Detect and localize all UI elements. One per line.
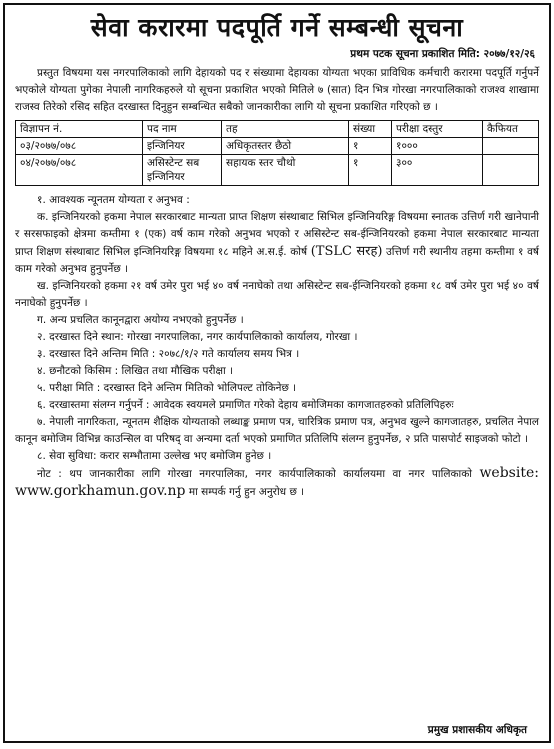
table-header-row [16,121,539,138]
col-header-post-name: पद नाम [143,121,222,138]
col-header-level: तह [222,121,349,138]
section-1-kha: ख. इन्जिनियरको हकमा २१ वर्ष उमेर पुरा भई ४० वर्ष ननाघेको तथा असिस्टेन्ट सब-ईन्जिनियरको हकमा १८ वर्ष उमेर पुरा भई ४० वर्ष ननाघेको हुनुपर्नेछ । [15,280,539,309]
published-date: प्रथम पटक सूचना प्रकाशित मिति: २०७७/१२/२६ [350,48,535,60]
section-7: ७. नेपाली नागरिकता, न्यूनतम शैक्षिक योग्यताको लब्धाङ्क प्रमाण पत्र, चारित्रिक प्रमाण पत्र, अनुभव खुल्ने कागजातहरु, प्रचलित नेपाल कानून बमोजिम विभिन्न काउन्सिल वा परिषद् वा अन्यमा दर्ता भएको प्रमाणित प्रतिलिपि संलग्न हुनुपर्नेछ, २ प्रति पासपोर्ट साइजको फोटो । [15,416,539,445]
section-4: ४. छनौटको किसिम : लिखित तथा मौखिक परीक्षा । [37,365,234,377]
section-1-heading: १. आवश्यक न्यूनतम योग्यता र अनुभव : [37,194,190,206]
section-8: ८. सेवा सुविधा: करार सम्भौतामा उल्लेख भए बमोजिम हुनेछ । [37,450,272,462]
tslc-label: (TSLC सरह) [310,244,383,259]
cell-ad-number: ०४/२०७७/०७८ [16,155,143,186]
section-1-ka [15,209,539,278]
cell-count: १ [349,138,392,155]
notice-page [3,3,551,743]
table-row [16,138,539,155]
col-header-count: संख्या [349,121,392,138]
section-2: २. दरखास्त दिने स्थान: गोरखा नगरपालिका, नगर कार्यपालिकाको कार्यालय, गोरखा । [37,331,358,343]
cell-level: सहायक स्तर चौथो [222,155,349,186]
cell-remarks [483,138,539,155]
cell-count: १ [349,155,392,186]
note-part1: नोट : थप जानकारीका लागि गोरखा नगरपालिका, नगर कार्यपालिकाको कार्यालयमा वा नगर पालिकाको [37,468,473,480]
note-paragraph [15,465,539,501]
cell-post-name: इन्जिनियर [143,138,222,155]
table-row [16,155,539,186]
cell-level: अधिकृतस्तर छैठो [222,138,349,155]
cell-exam-fee: ३०० [392,155,483,186]
section-3: ३. दरखास्त दिने अन्तिम मिति : २०७८/१/२ गते कार्यालय समय भित्र । [37,348,300,360]
col-header-exam-fee: परीक्षा दस्तुर [392,121,483,138]
vacancy-table [15,120,539,186]
signature-title: प्रमुख प्रशासकीय अधिकृत [427,724,527,736]
intro-paragraph: प्रस्तुत विषयमा यस नगरपालिकाको लागि देहायको पद र संख्यामा देहायका योग्यता भएका प्राविधिक कर्मचारी करारमा पदपूर्ति गर्नुपर्ने भएकोले योग्यता पुगेका नेपाली नागरिकहरुले यो सूचना प्रकाशित भएको मितिले ७ (सात) दिन भित्र गोरखा नगरपालिकाको राजश्व शाखामा राजस्व तिरेको रसिद सहित दरखास्त दिनुहुन सम्बन्धित सबैको जानकारीका लागि यो सूचना प्रकाशित गरिएको छ । [15,67,539,113]
section-1-ga: ग. अन्य प्रचलित कानूनद्वारा अयोग्य नभएको हुनुपर्नेछ । [37,314,244,326]
col-header-remarks: कैफियत [483,121,539,138]
cell-post-name: असिस्टेन्ट सब इन्जिनियर [143,155,222,186]
cell-remarks [483,155,539,186]
section-1-ka-part2: उत्तिर्ण गरी स्थानीय तहमा कम्तीमा १ वर्ष काम गरेको अनुभव हुनुपर्नेछ । [15,246,539,275]
section-1-ka-part1: क. इन्जिनियरको हकमा नेपाल सरकारबाट मान्यता प्राप्त शिक्षण संस्थाबाट सिभिल इन्जिनियरिङ्ग विषयमा स्नातक उत्तिर्ण गरी खानेपानी र सरसफाइको क्षेत्रमा कम्तीमा १ (एक) वर्ष काम गरेको अनुभव भएको र असिस्टेन्ट सब-ईन्जिनियरको हकमा नेपाल सरकारबाट मान्यता प्राप्त शिक्षण संस्थाबाट सिभिल इन्जिनियरिङ्ग विषयमा १८ महिने अ.स.ई. कोर्ष [15,211,539,258]
cell-exam-fee: १००० [392,138,483,155]
cell-ad-number: ०३/२०७७/०७८ [16,138,143,155]
notice-title: सेवा करारमा पदपूर्ति गर्ने सम्बन्धी सूचना [90,13,464,42]
section-5: ५. परीक्षा मिति : दरखास्त दिने अन्तिम मितिको भोलिपल्ट तोकिनेछ । [37,382,297,394]
note-part2: मा सम्पर्क गर्नु हुन अनुरोध छ । [188,486,305,498]
col-header-ad-number: विज्ञापन नं. [16,121,143,138]
section-6: ६. दरखास्तमा संलग्न गर्नुपर्ने : आवेदक स्वयमले प्रमाणित गरेको देहाय बमोजिमका कागजातहरुको प्रतिलिपिहरुः [37,399,454,411]
website-link[interactable]: website: www.gorkhamun.gov.np [15,465,539,499]
